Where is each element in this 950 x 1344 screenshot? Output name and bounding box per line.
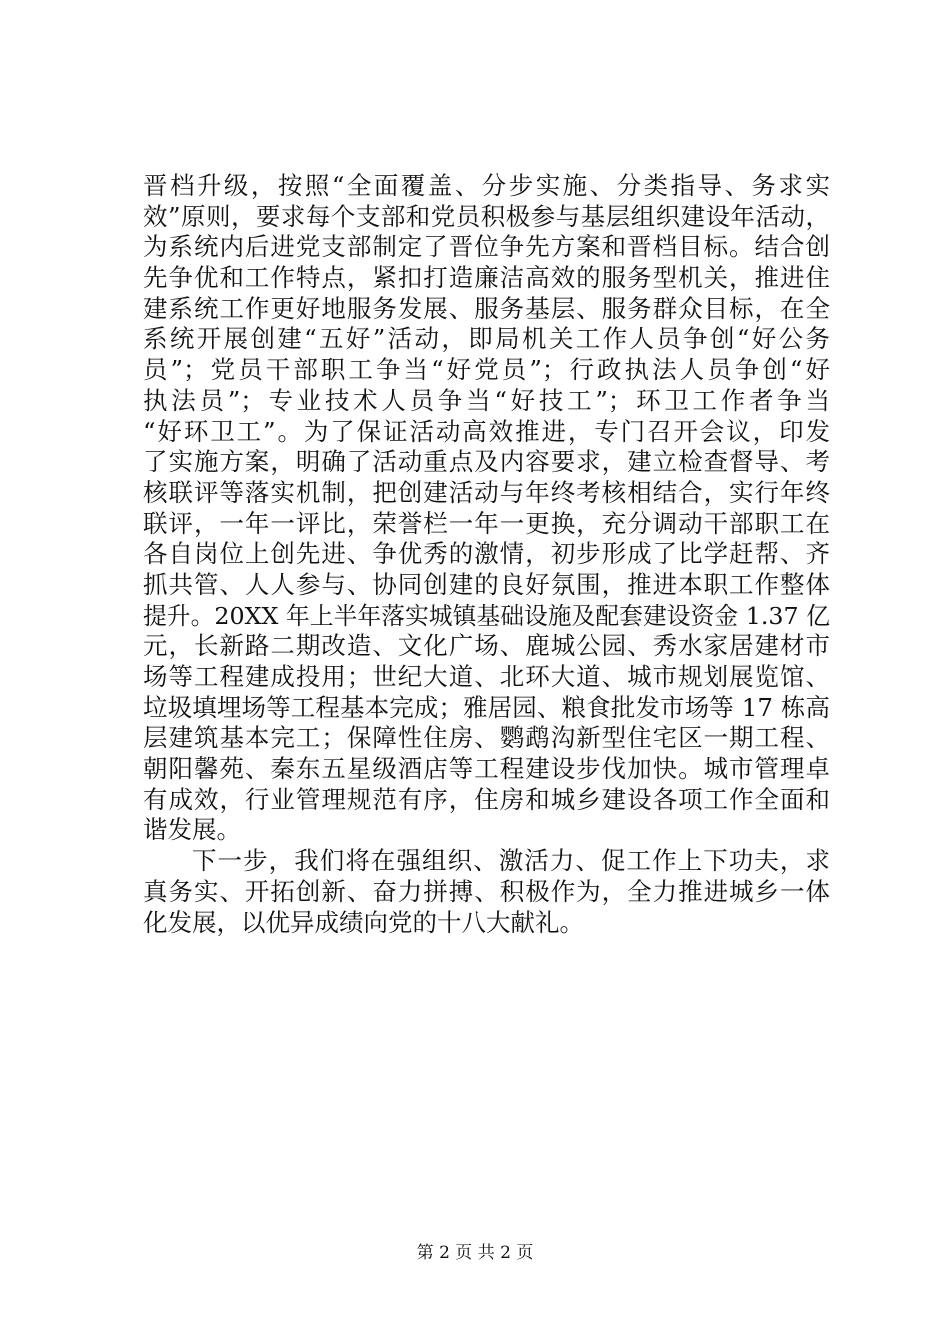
text-line: 下一步，我们将在强组织、激活力、促工作上下功夫，求 [192,846,830,876]
text-line: “好环卫工”。为了保证活动高效推进，专门召开会议，印发 [143,416,830,446]
text-line: 员”；党员干部职工争当“好党员”；行政执法人员争创“好 [143,355,830,385]
text-line: 朝阳馨苑、秦东五星级酒店等工程建设步伐加快。城市管理卓 [143,754,830,784]
text-line: 先争优和工作特点，紧扣打造廉洁高效的服务型机关，推进住 [143,263,830,293]
text-line: 核联评等落实机制，把创建活动与年终考核相结合，实行年终 [143,477,830,507]
text-line: 各自岗位上创先进、争优秀的激情，初步形成了比学赶帮、齐 [143,539,830,569]
text-line: 层建筑基本完工；保障性住房、鹦鹉沟新型住宅区一期工程、 [143,723,830,753]
text-line: 场等工程建成投用；世纪大道、北环大道、城市规划展览馆、 [143,662,830,691]
text-line: 有成效，行业管理规范有序，住房和城乡建设各项工作全面和 [143,784,830,814]
text-line: 建系统工作更好地服务发展、服务基层、服务群众目标，在全 [143,293,830,323]
page-number-footer: 第 2 页 共 2 页 [416,1243,534,1263]
text-line: 联评，一年一评比，荣誉栏一年一更换，充分调动干部职工在 [143,508,830,538]
text-line: 谐发展。 [143,815,241,845]
text-line: 执法员”；专业技术人员争当“好技工”；环卫工作者争当 [143,385,830,415]
text-line: 真务实、开拓创新、奋力拼搏、积极作为，全力推进城乡一体 [143,876,830,906]
text-line: 化发展，以优异成绩向党的十八大献礼。 [143,907,584,937]
text-line: 垃圾填埋场等工程基本完成；雅居园、粮食批发市场等 17 栋高 [143,692,830,722]
text-line: 晋档升级，按照“全面覆盖、分步实施、分类指导、务求实 [143,171,830,200]
text-line: 元，长新路二期改造、文化广场、鹿城公园、秀水家居建材市 [143,631,830,661]
text-line: 效”原则，要求每个支部和党员积极参与基层组织建设年活动， [143,201,830,231]
text-line: 系统开展创建“五好”活动，即局机关工作人员争创“好公务 [143,324,830,354]
text-line: 为系统内后进党支部制定了晋位争先方案和晋档目标。结合创 [143,232,830,262]
text-line: 提升。20XX 年上半年落实城镇基础设施及配套建设资金 1.37 亿 [143,601,830,630]
body-text [143,171,830,938]
text-line: 抓共管、人人参与、协同创建的良好氛围，推进本职工作整体 [143,569,830,599]
text-line: 了实施方案，明确了活动重点及内容要求，建立检查督导、考 [143,447,830,477]
